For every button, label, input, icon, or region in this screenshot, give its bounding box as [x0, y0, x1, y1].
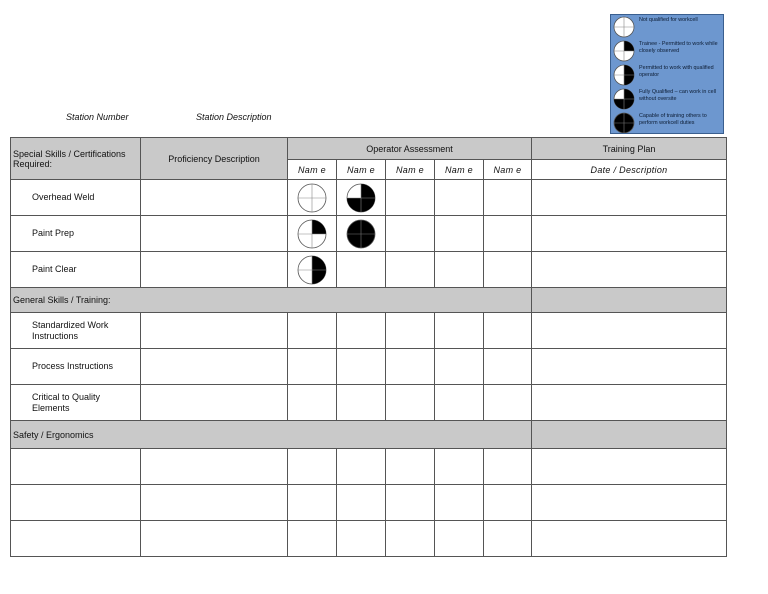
legend-row-permitted [611, 63, 724, 87]
section-training-cell [532, 288, 727, 313]
rating-cell[interactable] [288, 521, 337, 557]
rating-cell[interactable] [435, 521, 484, 557]
proficiency-description-cell[interactable] [141, 485, 288, 521]
table-row [11, 180, 727, 216]
table-row [11, 485, 727, 521]
rating-cell[interactable] [386, 313, 435, 349]
rating-cell[interactable] [435, 252, 484, 288]
training-plan-header [532, 138, 727, 160]
rating-cell[interactable] [337, 385, 386, 421]
section-training-cell [532, 421, 727, 449]
skill-name: Process Instructions [11, 349, 141, 385]
legend-text: Capable of training others to perform workcell duties [639, 113, 707, 126]
rating-cell[interactable] [337, 216, 386, 252]
rating-cell[interactable] [484, 216, 532, 252]
proficiency-description-cell[interactable] [141, 385, 288, 421]
rating-cell[interactable] [435, 216, 484, 252]
table-row [11, 252, 727, 288]
proficiency-header-text: Proficiency Description [168, 153, 260, 164]
half-filled-icon [613, 64, 635, 86]
full-filled-icon [613, 112, 635, 134]
skill-name: Paint Prep [11, 216, 141, 252]
skill-name: Critical to Quality Elements [11, 385, 141, 421]
table-row [11, 216, 727, 252]
training-plan-cell[interactable] [532, 216, 727, 252]
rating-cell[interactable] [435, 349, 484, 385]
empty-quadrant-icon [613, 16, 635, 38]
rating-cell[interactable] [484, 449, 532, 485]
rating-cell[interactable] [337, 180, 386, 216]
legend-text: Fully Qualified – can work in cell without oversite [639, 89, 716, 102]
training-plan-cell[interactable] [532, 449, 727, 485]
legend-row-trainee [611, 39, 724, 63]
station-number-label: Station Number [66, 112, 129, 122]
legend-row-trainer [611, 111, 724, 134]
proficiency-legend [610, 14, 724, 134]
special-skills-header-text: Special Skills / Certifications Required: [13, 148, 126, 169]
rating-cell[interactable] [288, 313, 337, 349]
training-date-description-header: Date / Description [532, 160, 727, 180]
rating-cell[interactable] [337, 521, 386, 557]
rating-cell[interactable] [484, 485, 532, 521]
section-row-safety [11, 421, 727, 449]
operator-name-2[interactable]: Nam e [337, 160, 386, 180]
operator-assessment-header-text: Operator Assessment [366, 143, 453, 154]
rating-cell[interactable] [386, 216, 435, 252]
proficiency-description-cell[interactable] [141, 349, 288, 385]
rating-cell[interactable] [435, 385, 484, 421]
proficiency-description-cell[interactable] [141, 180, 288, 216]
rating-cell[interactable] [288, 449, 337, 485]
operator-assessment-header [288, 138, 532, 160]
station-description-label: Station Description [196, 112, 272, 122]
training-plan-cell[interactable] [532, 252, 727, 288]
proficiency-header [141, 138, 288, 180]
rating-cell[interactable] [288, 349, 337, 385]
rating-cell[interactable] [337, 349, 386, 385]
operator-name-1[interactable]: Nam e [288, 160, 337, 180]
rating-cell[interactable] [386, 385, 435, 421]
rating-cell[interactable] [484, 385, 532, 421]
training-plan-cell[interactable] [532, 313, 727, 349]
proficiency-description-cell[interactable] [141, 252, 288, 288]
training-plan-cell[interactable] [532, 485, 727, 521]
quarter-filled-icon [613, 40, 635, 62]
rating-cell[interactable] [484, 180, 532, 216]
rating-cell[interactable] [337, 485, 386, 521]
rating-cell[interactable] [484, 349, 532, 385]
rating-cell[interactable] [337, 313, 386, 349]
training-plan-cell[interactable] [532, 180, 727, 216]
rating-cell[interactable] [484, 313, 532, 349]
skill-name-cell[interactable] [11, 449, 141, 485]
table-row [11, 349, 727, 385]
rating-cell[interactable] [386, 521, 435, 557]
rating-cell[interactable] [288, 216, 337, 252]
operator-name-3[interactable]: Nam e [386, 160, 435, 180]
rating-cell[interactable] [288, 385, 337, 421]
three-quarter-filled-icon [613, 88, 635, 110]
rating-cell[interactable] [386, 485, 435, 521]
training-plan-cell[interactable] [532, 385, 727, 421]
proficiency-description-cell[interactable] [141, 521, 288, 557]
skill-name: Paint Clear [11, 252, 141, 288]
legend-text: Not qualified for workcell [639, 17, 698, 23]
skill-name: Standardized Work Instructions [11, 313, 141, 349]
legend-text: Trainee - Permitted to work while closely observed [639, 41, 718, 54]
rating-cell[interactable] [386, 349, 435, 385]
general-skills-section-title: General Skills / Training: [11, 288, 532, 313]
rating-cell[interactable] [337, 252, 386, 288]
legend-row-not-qualified [611, 15, 724, 39]
rating-cell[interactable] [386, 449, 435, 485]
rating-cell[interactable] [435, 485, 484, 521]
rating-cell[interactable] [435, 180, 484, 216]
legend-row-fully-qualified [611, 87, 724, 111]
rating-cell[interactable] [435, 449, 484, 485]
rating-cell[interactable] [386, 252, 435, 288]
skill-name-cell[interactable] [11, 485, 141, 521]
skill-name-cell[interactable] [11, 521, 141, 557]
rating-cell[interactable] [435, 313, 484, 349]
operator-name-4[interactable]: Nam e [435, 160, 484, 180]
rating-cell[interactable] [484, 252, 532, 288]
training-plan-cell[interactable] [532, 521, 727, 557]
training-plan-header-text: Training Plan [602, 143, 656, 154]
table-row [11, 313, 727, 349]
special-skills-header [11, 138, 141, 180]
table-row [11, 385, 727, 421]
rating-cell[interactable] [386, 180, 435, 216]
operator-name-5[interactable]: Nam e [484, 160, 532, 180]
proficiency-description-cell[interactable] [141, 449, 288, 485]
skills-matrix-table [10, 137, 727, 557]
table-row [11, 449, 727, 485]
skill-name: Overhead Weld [11, 180, 141, 216]
legend-text: Permitted to work with qualified operator [639, 65, 714, 78]
rating-cell[interactable] [484, 521, 532, 557]
rating-cell[interactable] [288, 485, 337, 521]
safety-section-title: Safety / Ergonomics [11, 421, 532, 449]
rating-cell[interactable] [288, 252, 337, 288]
training-plan-cell[interactable] [532, 349, 727, 385]
section-row-general [11, 288, 727, 313]
table-row [11, 521, 727, 557]
proficiency-description-cell[interactable] [141, 313, 288, 349]
proficiency-description-cell[interactable] [141, 216, 288, 252]
rating-cell[interactable] [337, 449, 386, 485]
rating-cell[interactable] [288, 180, 337, 216]
